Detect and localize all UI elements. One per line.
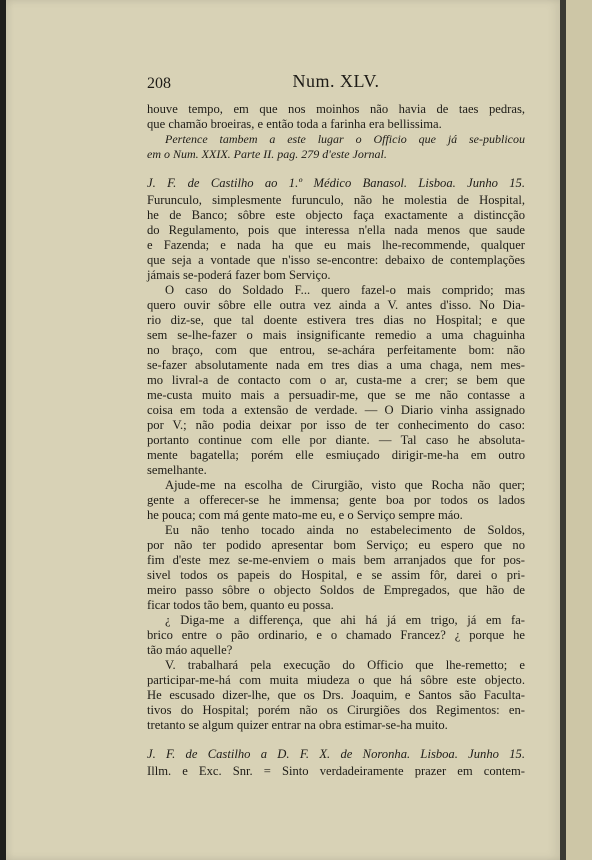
- paragraph: [147, 193, 525, 283]
- letter-heading: [147, 176, 525, 191]
- letter-heading: [147, 747, 525, 762]
- text-line: rio diz-se, que tal doente estivera tres dias no Hospital; e que: [147, 313, 525, 327]
- page-number: 208: [147, 75, 171, 92]
- text-line: e Fazenda; e nada ha que eu mais lhe-recommende, qualquer: [147, 238, 525, 252]
- text-line: mo livral-a de contacto com o ar, custa-me a crer; se bem que: [147, 373, 525, 387]
- text-line: V. trabalhará pela execução do Officio que lhe-remetto; e: [165, 658, 525, 672]
- text-line: J. F. de Castilho ao 1.º Médico Banasol. Lisboa. Junho 15.: [147, 176, 525, 190]
- text-line: no braço, com que entrou, se-achára perfeitamente bom: não: [147, 343, 525, 357]
- text-line: em o Num. XXIX. Parte II. pag. 279 d'este Jornal.: [147, 147, 387, 161]
- text-line: gente a offerecer-se he immensa; gente boa por todos os lados: [147, 493, 525, 507]
- text-line: O caso do Soldado F... quero fazel-o mais comprido; mas: [165, 283, 525, 297]
- text-line: tivos do Hospital; porém não os Cirurgiões dos Regimentos: en-: [147, 703, 525, 717]
- paragraph: [147, 764, 525, 779]
- text-line: brico entre o pão ordinario, e o chamado Francez? ¿ porque he: [147, 628, 525, 642]
- text-line: tão máo aquelle?: [147, 643, 233, 657]
- paragraph: [147, 523, 525, 613]
- paragraph: [147, 478, 525, 523]
- paragraph: [147, 132, 525, 162]
- section-gap: [147, 162, 525, 176]
- running-head: Num. XLV.: [292, 71, 380, 91]
- text-line: J. F. de Castilho a D. F. X. de Noronha. Lisboa. Junho 15.: [147, 747, 525, 761]
- text-line: por V.; não podia deixar por isso de ter conhecimento do caso:: [147, 418, 525, 432]
- text-line: mente bagatella; porém elle esmiuçado dirigir-me-ha em outro: [147, 448, 525, 462]
- paragraph: [147, 613, 525, 658]
- text-line: Furunculo, simplesmente furunculo, não he molestia de Hospital,: [147, 193, 525, 207]
- text-line: semelhante.: [147, 463, 207, 477]
- text-line: Eu não tenho tocado ainda no estabelecimento de Soldos,: [165, 523, 525, 537]
- text-line: me-custa muito mais a persuadir-me, que se me não contasse a: [147, 388, 525, 402]
- text-line: sivel todos os papeis do Hospital, e se assim fôr, darei o pri-: [147, 568, 525, 582]
- text-line: Illm. e Exc. Snr. = Sinto verdadeiramente prazer em contem-: [147, 764, 525, 778]
- text-line: fim d'este mez se-me-enviem o mais bem arranjados que for pos-: [147, 553, 525, 567]
- page-header: [147, 71, 525, 98]
- text-line: coisa em toda a extensão de verdade. — O Diario vinha assignado: [147, 403, 525, 417]
- text-line: Ajude-me na escolha de Cirurgião, visto que Rocha não quer;: [165, 478, 525, 492]
- text-line: he pouca; com má gente mato-me eu, e o Serviço sempre máo.: [147, 508, 463, 522]
- paragraph: [147, 102, 525, 132]
- adjacent-page-edge: [566, 0, 592, 860]
- text-line: He escusado dizer-lhe, que os Drs. Joaquim, e Santos são Faculta-: [147, 688, 525, 702]
- text-line: houve tempo, em que nos moinhos não havia de taes pedras,: [147, 102, 525, 116]
- paragraph: [147, 658, 525, 733]
- text-line: Pertence tambem a este lugar o Officio que já se-publicou: [165, 132, 525, 146]
- paragraph: [147, 283, 525, 478]
- text-line: ficar todos tão bem, quanto eu possa.: [147, 598, 334, 612]
- page-text-block: [147, 71, 525, 779]
- page-body: [147, 102, 525, 779]
- text-line: he de Banco; sôbre este objecto faça exactamente a distincção: [147, 208, 525, 222]
- text-line: meiro passo sôbre o objecto Soldos de Empregados, que hão de: [147, 583, 525, 597]
- text-line: por não ter podido apresentar bom Serviço; eu espero que no: [147, 538, 525, 552]
- text-line: participar-me-há com muita miudeza o que há sôbre este objecto.: [147, 673, 525, 687]
- text-line: que seja a vontade que n'isso se-encontre: debaixo de contemplações jámais se-poderá fazer bom Serviço.: [147, 253, 525, 282]
- section-gap: [147, 733, 525, 747]
- text-line: do Regulamento, pois que interessa n'ella nada menos que saude: [147, 223, 525, 237]
- text-line: quero ouvir sôbre elle outra vez ainda a V. antes d'isso. No Dia-: [147, 298, 525, 312]
- text-line: ¿ Diga-me a differença, que ahi há já em trigo, já em fa-: [165, 613, 525, 627]
- text-line: sem se-lhe-fazer o mais insignificante remedio a uma chaguinha: [147, 328, 525, 342]
- text-line: portanto continue com elle por diante. — Tal caso he absoluta-: [147, 433, 525, 447]
- text-line: se-fazer absolutamente nada em tres dias a uma chaga, nem mes-: [147, 358, 525, 372]
- text-line: que chamão broeiras, e então toda a farinha era bellissima.: [147, 117, 442, 131]
- text-line: tretanto se algum quizer entrar na obra estimar-se-ha muito.: [147, 718, 448, 732]
